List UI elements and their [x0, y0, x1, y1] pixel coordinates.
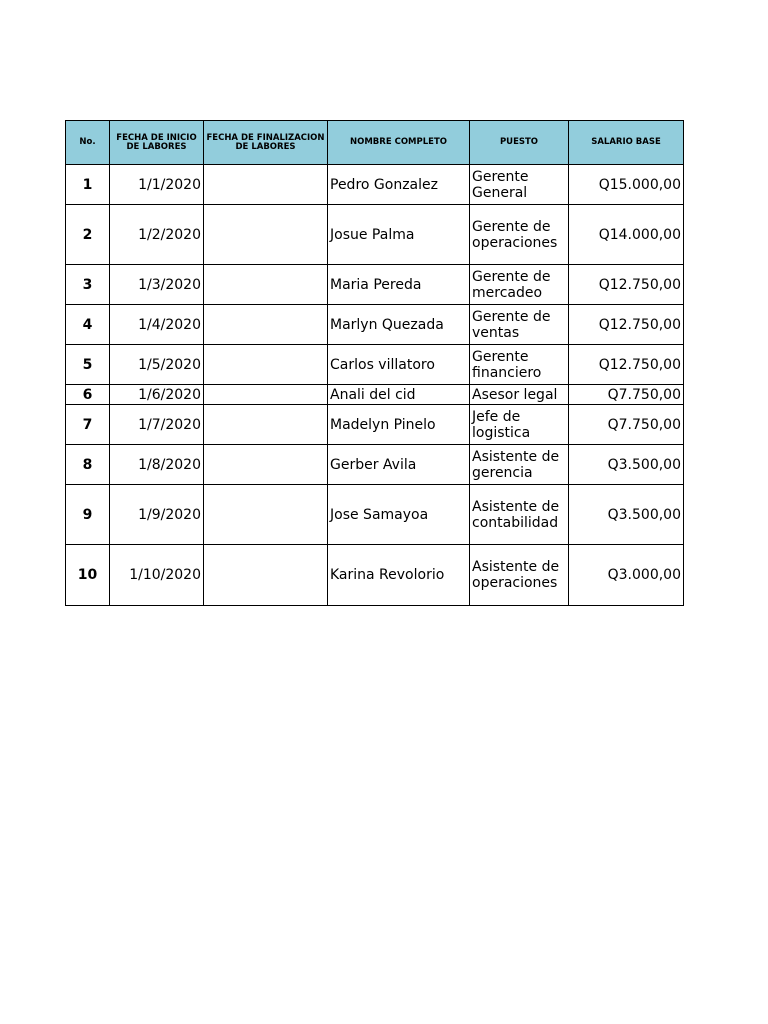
cell-start-date: 1/5/2020 — [110, 345, 204, 385]
cell-position: Gerente de ventas — [470, 305, 569, 345]
header-full-name: NOMBRE COMPLETO — [328, 121, 470, 165]
cell-no: 8 — [66, 445, 110, 485]
cell-end-date — [204, 445, 328, 485]
cell-position: Gerente de mercadeo — [470, 265, 569, 305]
cell-end-date — [204, 485, 328, 545]
employees-table — [65, 120, 684, 606]
cell-end-date — [204, 265, 328, 305]
cell-position: Asistente de operaciones — [470, 545, 569, 606]
cell-base-salary: Q12.750,00 — [569, 305, 684, 345]
cell-full-name: Maria Pereda — [328, 265, 470, 305]
table-row — [66, 405, 684, 445]
cell-no: 6 — [66, 385, 110, 405]
cell-end-date — [204, 385, 328, 405]
cell-no: 9 — [66, 485, 110, 545]
cell-full-name: Gerber Avila — [328, 445, 470, 485]
cell-start-date: 1/1/2020 — [110, 165, 204, 205]
cell-no: 4 — [66, 305, 110, 345]
header-no: No. — [66, 121, 110, 165]
table-row — [66, 205, 684, 265]
cell-base-salary: Q3.000,00 — [569, 545, 684, 606]
cell-full-name: Marlyn Quezada — [328, 305, 470, 345]
cell-start-date: 1/10/2020 — [110, 545, 204, 606]
table-row — [66, 165, 684, 205]
cell-start-date: 1/6/2020 — [110, 385, 204, 405]
cell-start-date: 1/9/2020 — [110, 485, 204, 545]
cell-no: 5 — [66, 345, 110, 385]
cell-end-date — [204, 405, 328, 445]
cell-base-salary: Q14.000,00 — [569, 205, 684, 265]
header-end-date: FECHA DE FINALIZACION DE LABORES — [204, 121, 328, 165]
cell-no: 2 — [66, 205, 110, 265]
cell-no: 7 — [66, 405, 110, 445]
table-row — [66, 485, 684, 545]
header-position: PUESTO — [470, 121, 569, 165]
cell-position: Asesor legal — [470, 385, 569, 405]
table-row — [66, 445, 684, 485]
cell-full-name: Pedro Gonzalez — [328, 165, 470, 205]
header-start-date: FECHA DE INICIO DE LABORES — [110, 121, 204, 165]
cell-start-date: 1/2/2020 — [110, 205, 204, 265]
cell-full-name: Karina Revolorio — [328, 545, 470, 606]
cell-end-date — [204, 305, 328, 345]
cell-full-name: Madelyn Pinelo — [328, 405, 470, 445]
cell-start-date: 1/3/2020 — [110, 265, 204, 305]
cell-end-date — [204, 545, 328, 606]
cell-base-salary: Q12.750,00 — [569, 345, 684, 385]
cell-start-date: 1/7/2020 — [110, 405, 204, 445]
cell-start-date: 1/8/2020 — [110, 445, 204, 485]
cell-base-salary: Q7.750,00 — [569, 385, 684, 405]
table-row — [66, 345, 684, 385]
cell-end-date — [204, 205, 328, 265]
header-base-salary: SALARIO BASE — [569, 121, 684, 165]
cell-position: Asistente de gerencia — [470, 445, 569, 485]
cell-end-date — [204, 165, 328, 205]
cell-full-name: Josue Palma — [328, 205, 470, 265]
cell-position: Gerente financiero — [470, 345, 569, 385]
cell-no: 10 — [66, 545, 110, 606]
table-row — [66, 545, 684, 606]
cell-position: Jefe de logistica — [470, 405, 569, 445]
cell-base-salary: Q7.750,00 — [569, 405, 684, 445]
cell-base-salary: Q12.750,00 — [569, 265, 684, 305]
cell-full-name: Carlos villatoro — [328, 345, 470, 385]
cell-no: 3 — [66, 265, 110, 305]
header-row — [66, 121, 684, 165]
cell-full-name: Jose Samayoa — [328, 485, 470, 545]
cell-end-date — [204, 345, 328, 385]
cell-position: Gerente General — [470, 165, 569, 205]
cell-base-salary: Q15.000,00 — [569, 165, 684, 205]
cell-base-salary: Q3.500,00 — [569, 445, 684, 485]
cell-position: Asistente de contabilidad — [470, 485, 569, 545]
cell-no: 1 — [66, 165, 110, 205]
table-row — [66, 305, 684, 345]
table-row — [66, 385, 684, 405]
cell-position: Gerente de operaciones — [470, 205, 569, 265]
cell-full-name: Anali del cid — [328, 385, 470, 405]
cell-base-salary: Q3.500,00 — [569, 485, 684, 545]
cell-start-date: 1/4/2020 — [110, 305, 204, 345]
table-row — [66, 265, 684, 305]
